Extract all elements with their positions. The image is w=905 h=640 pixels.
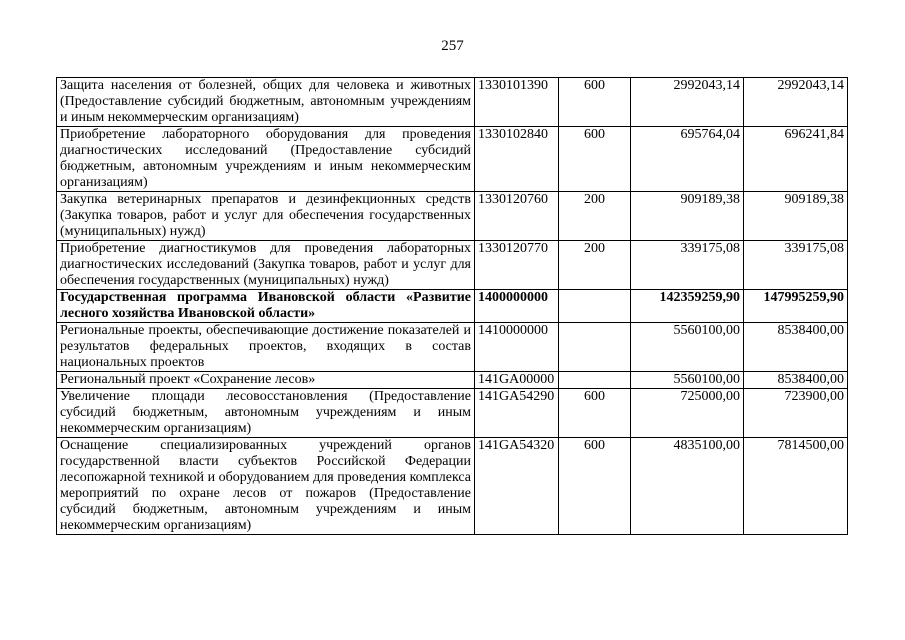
amount-cell: 696241,84 <box>744 127 848 192</box>
amount-cell: 339175,08 <box>744 241 848 290</box>
expense-type-cell <box>559 290 631 323</box>
amount-cell: 7814500,00 <box>744 438 848 535</box>
target-article-code-cell: 141GA00000 <box>475 372 559 389</box>
amount-cell: 4835100,00 <box>631 438 744 535</box>
table-row <box>57 389 848 438</box>
expense-name-cell: Региональные проекты, обеспечивающие достижение показателей и результатов федеральных проектов, входящих в состав национальных проектов <box>57 323 475 372</box>
amount-cell: 8538400,00 <box>744 372 848 389</box>
target-article-code-cell: 1330120760 <box>475 192 559 241</box>
expense-type-cell: 600 <box>559 389 631 438</box>
amount-cell: 339175,08 <box>631 241 744 290</box>
table-row <box>57 241 848 290</box>
table-row <box>57 323 848 372</box>
target-article-code-cell: 1410000000 <box>475 323 559 372</box>
expense-name-cell: Региональный проект «Сохранение лесов» <box>57 372 475 389</box>
expense-name-cell: Оснащение специализированных учреждений органов государственной власти субъектов Российской Федерации лесопожарной техникой и оборудованием для проведения комплекса мероприятий по охране лесов от пожаров (Предоставление субсидий бюджетным, автономным учреждениям и иным некоммерческим организациям) <box>57 438 475 535</box>
expense-type-cell <box>559 323 631 372</box>
target-article-code-cell: 1330101390 <box>475 78 559 127</box>
table-row <box>57 192 848 241</box>
expense-name-cell: Защита населения от болезней, общих для человека и животных (Предоставление субсидий бюджетным, автономным учреждениям и иным некоммерческим организациям) <box>57 78 475 127</box>
expense-name-cell: Приобретение лабораторного оборудования для проведения диагностических исследований (Предоставление субсидий бюджетным, автономным учреждениям и иным некоммерческим организациям) <box>57 127 475 192</box>
budget-table-body <box>57 78 848 535</box>
budget-table <box>56 77 848 535</box>
expense-type-cell: 200 <box>559 192 631 241</box>
table-row <box>57 438 848 535</box>
amount-cell: 695764,04 <box>631 127 744 192</box>
target-article-code-cell: 1330120770 <box>475 241 559 290</box>
expense-type-cell: 600 <box>559 78 631 127</box>
expense-type-cell: 200 <box>559 241 631 290</box>
table-row <box>57 290 848 323</box>
expense-type-cell <box>559 372 631 389</box>
amount-cell: 909189,38 <box>631 192 744 241</box>
table-row <box>57 127 848 192</box>
amount-cell: 5560100,00 <box>631 323 744 372</box>
amount-cell: 725000,00 <box>631 389 744 438</box>
expense-name-cell: Государственная программа Ивановской области «Развитие лесного хозяйства Ивановской области» <box>57 290 475 323</box>
expense-name-cell: Приобретение диагностикумов для проведения лабораторных диагностических исследований (Закупка товаров, работ и услуг для обеспечения государственных (муниципальных) нужд) <box>57 241 475 290</box>
amount-cell: 723900,00 <box>744 389 848 438</box>
page-number: 257 <box>441 38 464 54</box>
table-row <box>57 372 848 389</box>
target-article-code-cell: 1330102840 <box>475 127 559 192</box>
amount-cell: 147995259,90 <box>744 290 848 323</box>
table-row <box>57 78 848 127</box>
amount-cell: 909189,38 <box>744 192 848 241</box>
amount-cell: 142359259,90 <box>631 290 744 323</box>
target-article-code-cell: 1400000000 <box>475 290 559 323</box>
expense-name-cell: Закупка ветеринарных препаратов и дезинфекционных средств (Закупка товаров, работ и услуг для обеспечения государственных (муниципальных) нужд) <box>57 192 475 241</box>
target-article-code-cell: 141GA54320 <box>475 438 559 535</box>
amount-cell: 8538400,00 <box>744 323 848 372</box>
amount-cell: 2992043,14 <box>744 78 848 127</box>
target-article-code-cell: 141GA54290 <box>475 389 559 438</box>
expense-name-cell: Увеличение площади лесовосстановления (Предоставление субсидий бюджетным, автономным учреждениям и иным некоммерческим организациям) <box>57 389 475 438</box>
expense-type-cell: 600 <box>559 127 631 192</box>
expense-type-cell: 600 <box>559 438 631 535</box>
amount-cell: 5560100,00 <box>631 372 744 389</box>
amount-cell: 2992043,14 <box>631 78 744 127</box>
